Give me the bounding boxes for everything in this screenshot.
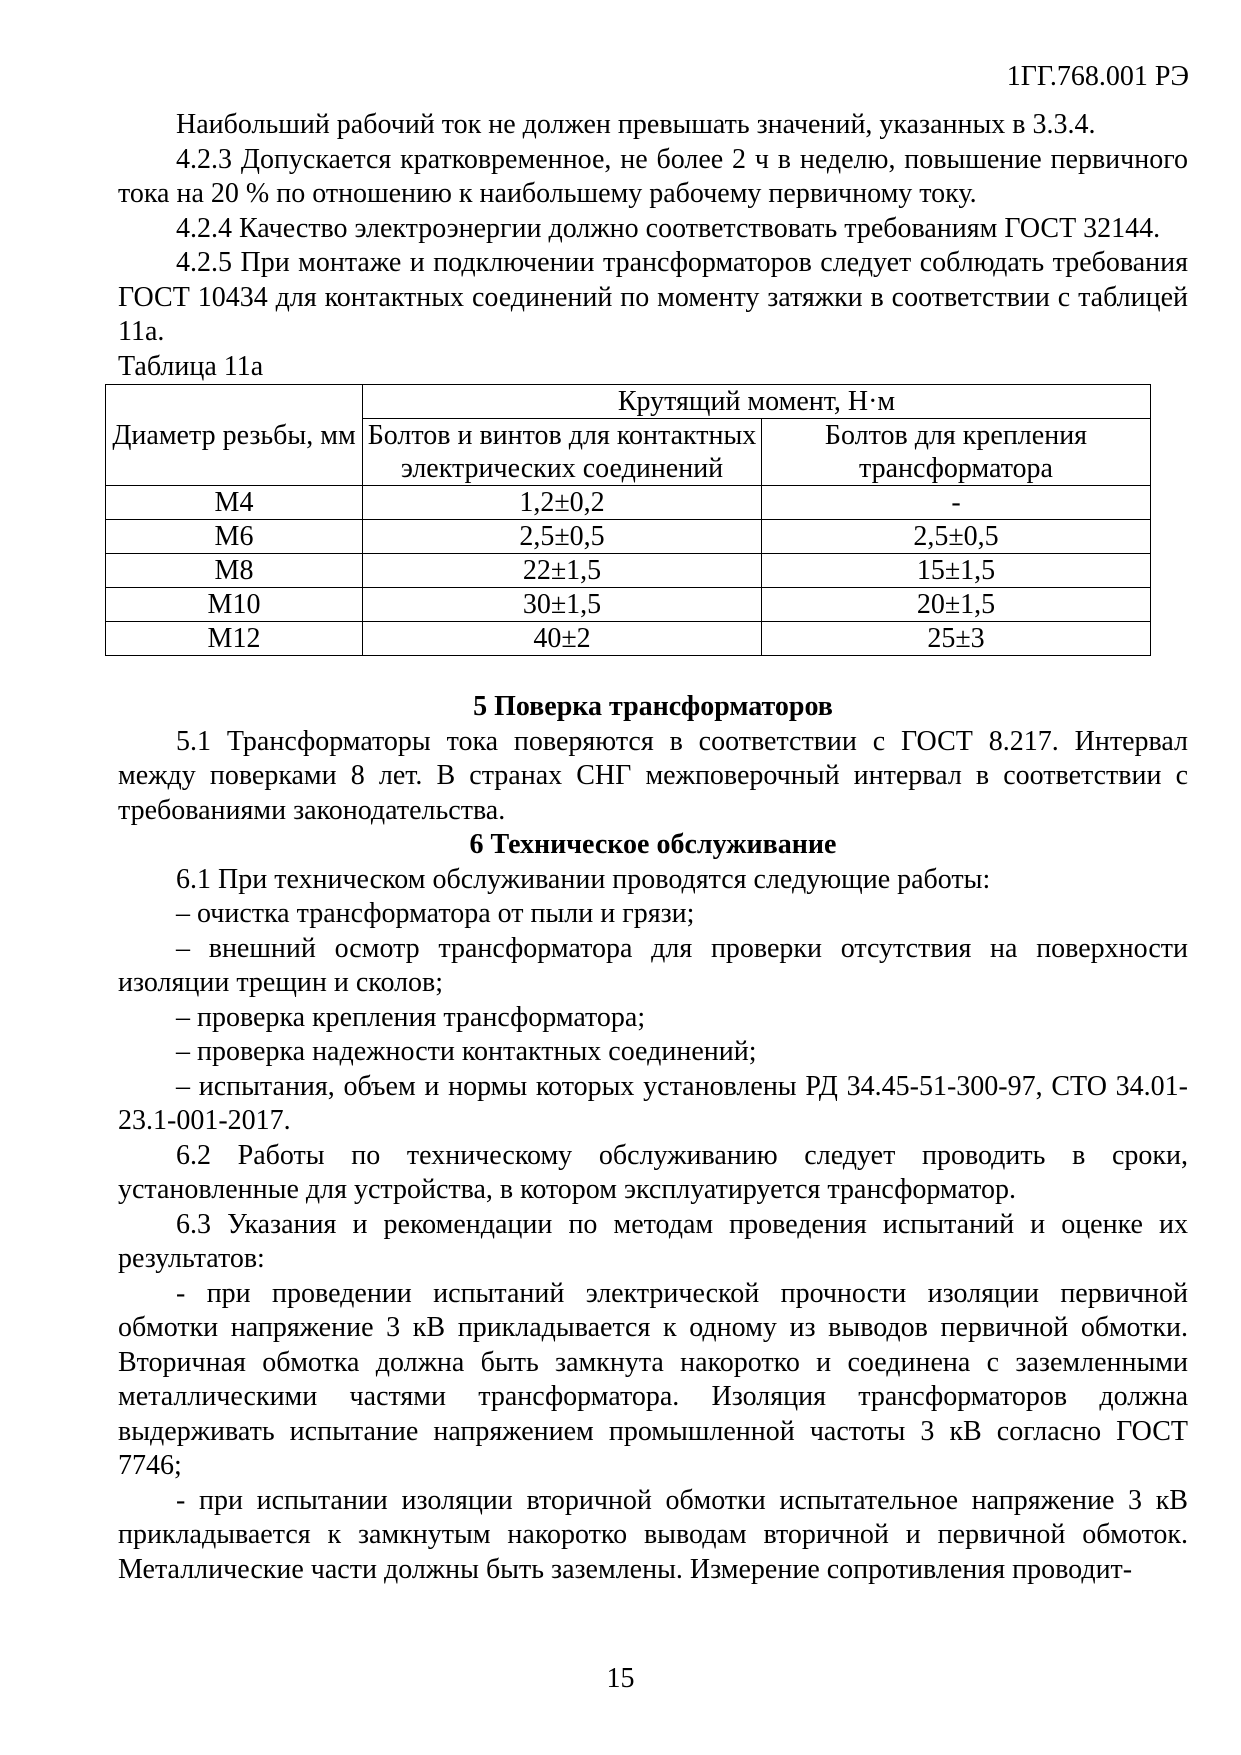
paragraph-4-2-5: 4.2.5 При монтаже и подключении трансформаторов следует соблюдать требования ГОСТ 10434 для контактных соединений по моменту затяжки в соответствии с таблицей 11а. (118, 247, 1188, 347)
paragraph-6-3-primary-insulation: - при проведении испытаний электрической прочности изоляции первичной обмотки напряжение 3 кВ прикладывается к одному из выводов первичной обмотки. Вторичная обмотка должна быть замкнута накоротко и соединена с заземленными металлическими частями трансформатора. Изоляция трансформаторов должна выдерживать испытание напряжением промышленной частоты 3 кВ согласно ГОСТ 7746; (118, 1277, 1188, 1481)
table-cell-diameter: М10 (106, 588, 363, 622)
table-header-contact-bolts: Болтов и винтов для контактных электрических соединений (363, 419, 762, 486)
paragraph-4-2-4: 4.2.4 Качество электроэнергии должно соответствовать требованиям ГОСТ 32144. (176, 212, 1161, 244)
table-cell-contact: 30±1,5 (363, 588, 762, 622)
table-row (106, 588, 1151, 622)
section-6-heading: 6 Техническое обслуживание (469, 829, 837, 860)
paragraph-6-1: 6.1 При техническом обслуживании проводятся следующие работы: (176, 863, 991, 895)
table-header-mount-bolts: Болтов для крепления трансформатора (762, 419, 1151, 486)
table-header-torque: Крутящий момент, Н·м (363, 385, 1151, 419)
document-body (112, 108, 1188, 1587)
list-item: – испытания, объем и нормы которых установлены РД 34.45-51-300-97, СТО 34.01-23.1-001-2017. (118, 1070, 1188, 1136)
paragraph-max-current: Наибольший рабочий ток не должен превышать значений, указанных в 3.3.4. (176, 109, 1096, 140)
paragraph-6-2: 6.2 Работы по техническому обслуживанию следует проводить в сроки, установленные для устройства, в котором эксплуатируется трансформатор. (118, 1139, 1188, 1205)
table-cell-mount: - (762, 486, 1151, 520)
table-cell-mount: 2,5±0,5 (762, 520, 1151, 554)
paragraph-4-2-3: 4.2.3 Допускается кратковременное, не более 2 ч в неделю, повышение первичного тока на 20 % по отношению к наибольшему рабочему первичному току. (118, 143, 1188, 209)
table-header-diameter: Диаметр резьбы, мм (106, 385, 363, 486)
document-code: 1ГГ.768.001 РЭ (1006, 61, 1189, 92)
table-cell-diameter: М12 (106, 622, 363, 656)
table-cell-mount: 15±1,5 (762, 554, 1151, 588)
table-row (106, 554, 1151, 588)
list-item: – очистка трансформатора от пыли и грязи; (176, 898, 695, 929)
table-cell-diameter: М6 (106, 520, 363, 554)
table-label: Таблица 11а (118, 350, 264, 382)
list-item: – внешний осмотр трансформатора для проверки отсутствия на поверхности изоляции трещин и сколов; (118, 932, 1188, 998)
section-5-heading: 5 Поверка трансформаторов (473, 691, 833, 722)
table-cell-diameter: М8 (106, 554, 363, 588)
table-row (106, 520, 1151, 554)
table-row (106, 622, 1151, 656)
table-row (106, 486, 1151, 520)
table-cell-contact: 2,5±0,5 (363, 520, 762, 554)
table-cell-contact: 40±2 (363, 622, 762, 656)
page-number: 15 (606, 1663, 635, 1694)
list-item: – проверка надежности контактных соединений; (176, 1036, 757, 1067)
torque-table (105, 384, 1151, 656)
paragraph-6-3-secondary-insulation: - при испытании изоляции вторичной обмотки испытательное напряжение 3 кВ прикладывается к замкнутым накоротко выводам вторичной и первичной обмоток. Металлические части должны быть заземлены. Измерение сопротивления проводит- (118, 1484, 1188, 1585)
paragraph-5-1: 5.1 Трансформаторы тока поверяются в соответствии с ГОСТ 8.217. Интервал между поверками 8 лет. В странах СНГ межповерочный интервал в соответствии с требованиями законодательства. (118, 725, 1188, 826)
paragraph-6-3: 6.3 Указания и рекомендации по методам проведения испытаний и оценке их результатов: (118, 1208, 1188, 1274)
table-cell-mount: 20±1,5 (762, 588, 1151, 622)
list-item: – проверка крепления трансформатора; (176, 1001, 646, 1033)
table-cell-contact: 1,2±0,2 (363, 486, 762, 520)
table-cell-diameter: М4 (106, 486, 363, 520)
table-cell-contact: 22±1,5 (363, 554, 762, 588)
table-cell-mount: 25±3 (762, 622, 1151, 656)
